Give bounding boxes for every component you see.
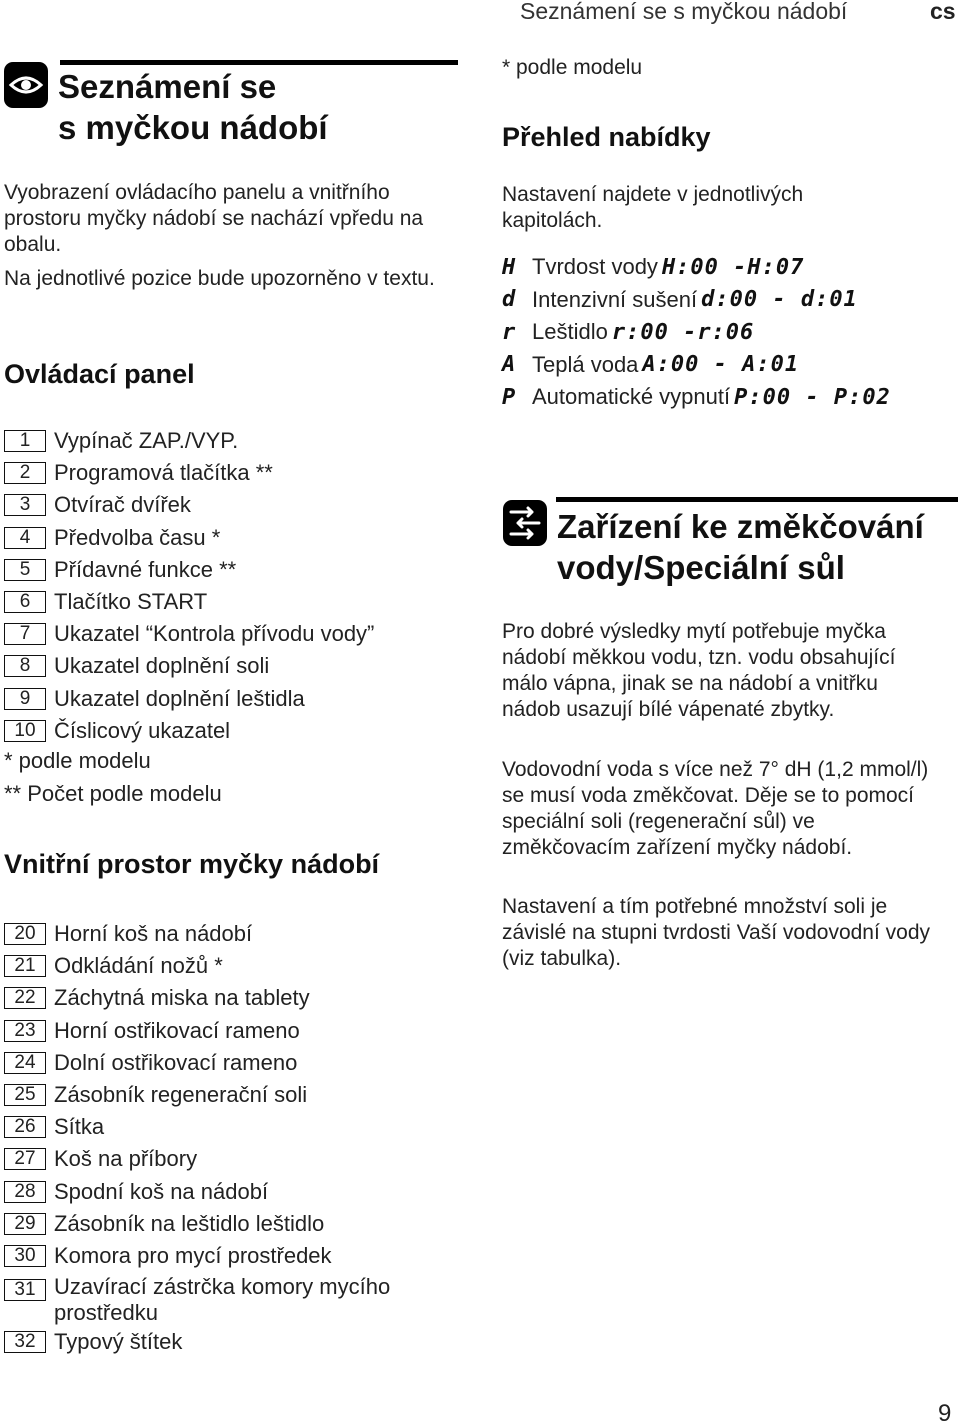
list-item xyxy=(4,425,464,457)
menu-item xyxy=(502,349,942,382)
menu-item xyxy=(502,381,942,414)
menu-item-code: d xyxy=(502,287,517,313)
menu-intro: Nastavení najdete v jednotlivých kapitolách. xyxy=(502,183,804,232)
list-item xyxy=(4,1208,464,1240)
menu-item-code: r xyxy=(502,319,517,345)
list-item xyxy=(4,1240,464,1272)
position-number: 2 xyxy=(4,462,46,484)
list-item xyxy=(4,1079,464,1111)
list-item-label: Spodní koš na nádobí xyxy=(54,1178,269,1204)
position-number: 24 xyxy=(4,1052,46,1074)
softener-title-line1: Zařízení ke změkčování xyxy=(557,508,924,545)
list-item-label: Číslicový ukazatel xyxy=(54,717,231,743)
menu-item xyxy=(502,251,942,284)
list-item-label: Předvolba času * xyxy=(54,524,221,550)
list-item-label: Dolní ostřikovací rameno xyxy=(54,1049,298,1075)
section-title-line2: s myčkou nádobí xyxy=(58,109,328,146)
list-item-label: Uzavírací zástrčka komory mycího prostředku xyxy=(54,1274,391,1326)
water-softener-icon xyxy=(503,500,547,546)
position-number: 5 xyxy=(4,559,46,581)
intro-paragraph: Vyobrazení ovládacího panelu a vnitřního prostoru myčky nádobí se nachází vpředu na obalu. xyxy=(4,181,424,256)
list-item xyxy=(4,982,464,1014)
intro-paragraph: Na jednotlivé pozice bude upozorněno v textu. xyxy=(4,267,435,290)
section-title xyxy=(58,66,328,148)
position-number: 21 xyxy=(4,955,46,977)
list-item-label: Koš na příbory xyxy=(54,1146,198,1172)
list-item-label: Zásobník regenerační soli xyxy=(54,1081,308,1107)
position-number: 7 xyxy=(4,623,46,645)
position-number: 22 xyxy=(4,987,46,1009)
list-item xyxy=(4,1015,464,1047)
menu-item-label: Intenzivní sušení xyxy=(532,286,698,312)
list-item-label: Programová tlačítka ** xyxy=(54,460,273,486)
list-item-label: Komora pro mycí prostředek xyxy=(54,1242,332,1268)
softener-paragraph: Vodovodní voda s více než 7° dH (1,2 mmol/l) se musí voda změkčovat. Děje se to pomocí speciální soli (regenerační sůl) ve změkčovacím zařízení myčky nádobí. xyxy=(502,758,929,859)
interior-list xyxy=(4,918,464,1358)
position-number: 1 xyxy=(4,430,46,452)
position-number: 23 xyxy=(4,1020,46,1042)
list-item-label: Horní koš na nádobí xyxy=(54,921,253,946)
softener-title xyxy=(557,506,924,588)
list-item xyxy=(4,1272,464,1326)
menu-item-label: Automatické vypnutí xyxy=(532,384,731,410)
position-number: 26 xyxy=(4,1116,46,1138)
menu-overview-heading: Přehled nabídky xyxy=(502,122,711,152)
page-number: 9 xyxy=(938,1400,952,1427)
menu-item xyxy=(502,316,942,349)
position-number: 25 xyxy=(4,1084,46,1106)
section-title-line1: Seznámení se xyxy=(58,68,277,105)
list-item xyxy=(4,554,464,586)
position-number: 28 xyxy=(4,1181,46,1203)
section-rule xyxy=(556,497,958,502)
list-item xyxy=(4,1143,464,1175)
footnote: ** Počet podle modelu xyxy=(4,781,222,806)
list-item-label: Horní ostřikovací rameno xyxy=(54,1017,300,1043)
control-panel-list xyxy=(4,425,464,747)
menu-item-range: r:00 -r:06 xyxy=(611,319,755,345)
menu-list xyxy=(502,251,942,414)
list-item-label: Vypínač ZAP./VYP. xyxy=(54,428,239,453)
list-item-label: Typový štítek xyxy=(54,1329,183,1355)
list-item-label: Ukazatel doplnění leštidla xyxy=(54,685,305,711)
info-eye-icon xyxy=(4,62,48,108)
position-number: 3 xyxy=(4,494,46,516)
menu-item xyxy=(502,284,942,317)
softener-paragraph: Pro dobré výsledky mytí potřebuje myčka nádobí měkkou vodu, tzn. vodu obsahující málo vápna, jinak se na nádobí a vnitřku nádob usazují bílé vápenaté zbytky. xyxy=(502,620,896,721)
softener-paragraph: Nastavení a tím potřebné množství soli je závislé na stupni tvrdosti Vaší vodovodní vody (viz tabulka). xyxy=(502,895,931,970)
menu-item-code: A xyxy=(502,352,517,378)
language-code: cs xyxy=(930,0,956,24)
list-item xyxy=(4,650,464,682)
position-number: 27 xyxy=(4,1148,46,1170)
list-item xyxy=(4,586,464,618)
menu-item-code: H xyxy=(502,254,517,280)
menu-item-label: Tvrdost vody xyxy=(532,254,658,280)
menu-item-range: P:00 - P:02 xyxy=(734,384,891,410)
control-panel-heading: Ovládací panel xyxy=(4,359,195,389)
menu-item-label: Teplá voda xyxy=(532,351,639,377)
position-number: 10 xyxy=(4,720,46,742)
list-item xyxy=(4,950,464,982)
menu-item-label: Leštidlo xyxy=(532,319,608,345)
list-item-label: Ukazatel doplnění soli xyxy=(54,653,270,679)
list-item xyxy=(4,457,464,489)
running-header-title: Seznámení se s myčkou nádobí xyxy=(520,0,848,24)
position-number: 30 xyxy=(4,1245,46,1267)
position-number: 29 xyxy=(4,1213,46,1235)
position-number: 9 xyxy=(4,688,46,710)
list-item-label: Odkládání nožů * xyxy=(54,953,223,979)
position-number: 20 xyxy=(4,923,46,945)
list-item xyxy=(4,918,464,950)
list-item xyxy=(4,683,464,715)
list-item xyxy=(4,618,464,650)
list-item-label: Tlačítko START xyxy=(54,588,208,614)
softener-title-line2: vody/Speciální sůl xyxy=(557,549,845,586)
menu-item-range: A:00 - A:01 xyxy=(642,352,800,378)
position-number: 32 xyxy=(4,1331,46,1353)
footnote: * podle modelu xyxy=(502,56,643,79)
list-item xyxy=(4,1111,464,1143)
list-item-label: Záchytná miska na tablety xyxy=(54,985,310,1011)
list-item xyxy=(4,489,464,521)
list-item xyxy=(4,1047,464,1079)
footnote: * podle modelu xyxy=(4,748,151,773)
list-item-label: Přídavné funkce ** xyxy=(54,556,237,582)
list-item-label: Zásobník na leštidlo leštidlo xyxy=(54,1210,325,1236)
position-number: 6 xyxy=(4,591,46,613)
section-rule xyxy=(60,60,458,65)
menu-item-range: d:00 - d:01 xyxy=(701,287,858,313)
list-item xyxy=(4,522,464,554)
position-number: 31 xyxy=(4,1279,46,1301)
list-item xyxy=(4,715,464,747)
menu-item-range: H:00 -H:07 xyxy=(661,254,805,280)
list-item-label: Otvírač dvířek xyxy=(54,492,191,518)
list-item-label: Sítka xyxy=(54,1114,105,1140)
interior-heading: Vnitřní prostor myčky nádobí xyxy=(4,849,380,879)
list-item xyxy=(4,1176,464,1208)
list-item xyxy=(4,1326,464,1358)
list-item-label: Ukazatel “Kontrola přívodu vody” xyxy=(54,621,375,647)
position-number: 8 xyxy=(4,655,46,677)
position-number: 4 xyxy=(4,527,46,549)
menu-item-code: P xyxy=(502,384,517,410)
